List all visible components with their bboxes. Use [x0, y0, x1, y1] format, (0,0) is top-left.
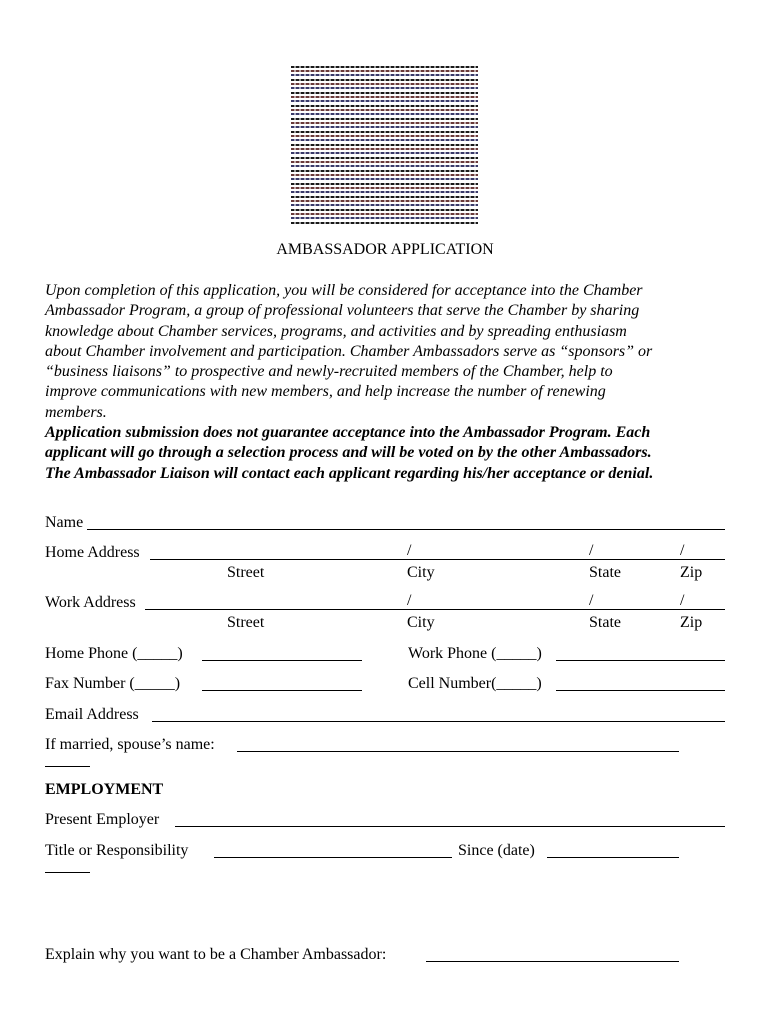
email-label: Email Address [45, 706, 139, 723]
home-address-separator: / [680, 542, 685, 559]
work-address-separator: / [589, 592, 594, 609]
present-employer-field[interactable] [175, 826, 725, 827]
home-phone-field[interactable] [202, 660, 362, 661]
since-date-field-continuation[interactable] [45, 872, 90, 873]
work-state-label: State [589, 614, 621, 631]
title-responsibility-field[interactable] [214, 857, 452, 858]
home-street-label: Street [227, 564, 265, 581]
work-street-label: Street [227, 614, 265, 631]
since-date-field[interactable] [547, 857, 679, 858]
page-title: AMBASSADOR APPLICATION [276, 241, 494, 258]
chamber-logo [291, 64, 478, 224]
intro-line: Upon completion of this application, you will be considered for acceptance into the Chamber [45, 282, 643, 299]
intro-line: members. [45, 403, 107, 421]
intro-line: Ambassador Program, a group of professional volunteers that serve the Chamber by sharing [45, 302, 640, 320]
intro-line: improve communications with new members, and help increase the number of renewing [45, 383, 606, 401]
notice-line: Application submission does not guarantee acceptance into the Ambassador Program. Each [45, 424, 651, 442]
spouse-name-field-continuation[interactable] [45, 766, 90, 767]
home-address-label: Home Address [45, 544, 140, 561]
intro-line: “business liaisons” to prospective and newly-recruited members of the Chamber, help to [45, 363, 613, 381]
home-address-separator: / [407, 542, 412, 559]
work-address-field[interactable] [145, 609, 725, 610]
notice-line: The Ambassador Liaison will contact each applicant regarding his/her acceptance or denial. [45, 464, 654, 482]
intro-line: about Chamber involvement and participation. Chamber Ambassadors serve as “sponsors” or [45, 342, 653, 360]
work-city-label: City [407, 614, 435, 631]
fax-number-label: Fax Number (_____) [45, 675, 181, 692]
work-address-separator: / [407, 592, 412, 609]
fax-number-field[interactable] [202, 690, 362, 691]
present-employer-label: Present Employer [45, 811, 160, 828]
home-state-label: State [589, 564, 621, 581]
work-zip-label: Zip [680, 614, 703, 631]
explain-label: Explain why you want to be a Chamber Ambassador: [45, 946, 387, 963]
spouse-name-field[interactable] [237, 751, 679, 752]
cell-number-field[interactable] [556, 690, 725, 691]
home-address-field[interactable] [150, 559, 725, 560]
title-responsibility-label: Title or Responsibility [45, 842, 189, 859]
name-field[interactable] [87, 529, 725, 530]
intro-line: knowledge about Chamber services, programs, and activities and by spreading enthusiasm [45, 322, 627, 340]
home-city-label: City [407, 564, 435, 581]
notice-line: applicant will go through a selection process and will be voted on by the other Ambassadors. [45, 444, 652, 462]
employment-heading: EMPLOYMENT [45, 781, 164, 798]
work-phone-field[interactable] [556, 660, 725, 661]
since-date-label: Since (date) [458, 842, 535, 859]
home-zip-label: Zip [680, 564, 703, 581]
explain-field[interactable] [426, 961, 679, 962]
spouse-name-label: If married, spouse’s name: [45, 736, 215, 753]
cell-number-label: Cell Number(_____) [408, 675, 542, 692]
email-field[interactable] [152, 721, 725, 722]
intro-paragraph [45, 281, 745, 484]
work-address-label: Work Address [45, 594, 136, 611]
home-address-separator: / [589, 542, 594, 559]
name-label: Name [45, 514, 84, 531]
work-address-separator: / [680, 592, 685, 609]
work-phone-label: Work Phone (_____) [408, 645, 542, 662]
home-phone-label: Home Phone (_____) [45, 645, 183, 662]
